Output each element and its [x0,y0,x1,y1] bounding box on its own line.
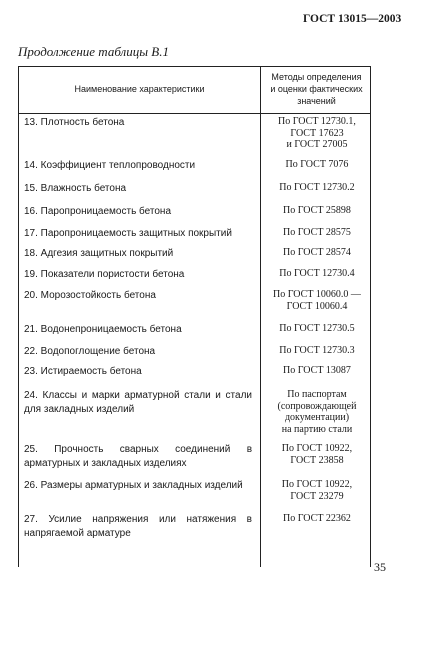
characteristic-name: 15. Влажность бетона [24,183,127,194]
method-reference: По ГОСТ 13087 [283,365,351,376]
method-reference: По ГОСТ 12730.4 [279,268,355,279]
method-reference: По ГОСТ 28575 [283,227,351,238]
method-reference: По ГОСТ 10922, ГОСТ 23858 [281,443,353,466]
characteristic-name: 14. Коэффициент теплопроводности [24,160,196,171]
characteristics-table [18,66,371,567]
method-reference: По ГОСТ 10922, ГОСТ 23279 [281,479,353,502]
characteristic-name: 24. Классы и марки арматурной стали и стали для закладных изделий [24,390,252,415]
method-reference: По ГОСТ 25898 [283,205,351,216]
method-reference: По ГОСТ 12730.1, ГОСТ 17623 и ГОСТ 27005 [278,116,356,150]
method-reference: По ГОСТ 28574 [283,247,351,258]
characteristic-name: 25. Прочность сварных соединений в арматурных и закладных изделиях [24,444,252,469]
method-reference: По ГОСТ 12730.3 [279,345,355,356]
characteristic-name: 21. Водонепроницаемость бетона [24,324,182,335]
characteristic-name: 23. Истираемость бетона [24,366,142,377]
characteristic-name: 22. Водопоглощение бетона [24,346,156,357]
characteristic-name: 13. Плотность бетона [24,117,125,128]
document-code: ГОСТ 13015—2003 [303,13,402,25]
header-divider [19,113,370,114]
method-reference: По ГОСТ 12730.5 [279,323,355,334]
method-reference: По ГОСТ 22362 [283,513,351,524]
method-reference: По ГОСТ 10060.0 — ГОСТ 10060.4 [273,289,361,312]
characteristic-name: 26. Размеры арматурных и закладных изделий [24,480,243,491]
column-header-name: Наименование характеристики [74,84,205,94]
characteristic-name: 18. Адгезия защитных покрытий [24,248,174,259]
method-reference: По паспортам (сопровождающей документации) на партию стали [277,389,357,435]
characteristic-name: 17. Паропроницаемость защитных покрытий [24,228,232,239]
column-divider [260,67,261,567]
characteristic-name: 19. Показатели пористости бетона [24,269,185,280]
characteristic-name: 27. Усилие напряжения или натяжения в напрягаемой арматуре [24,514,252,539]
method-reference: По ГОСТ 12730.2 [279,182,355,193]
method-reference: По ГОСТ 7076 [285,159,349,170]
characteristic-name: 16. Паропроницаемость бетона [24,206,172,217]
characteristic-name: 20. Морозостойкость бетона [24,290,156,301]
column-header-methods: Методы определения и оценки фактических значений [270,72,363,106]
table-caption: Продолжение таблицы В.1 [18,44,169,59]
page-number: 35 [374,560,386,574]
